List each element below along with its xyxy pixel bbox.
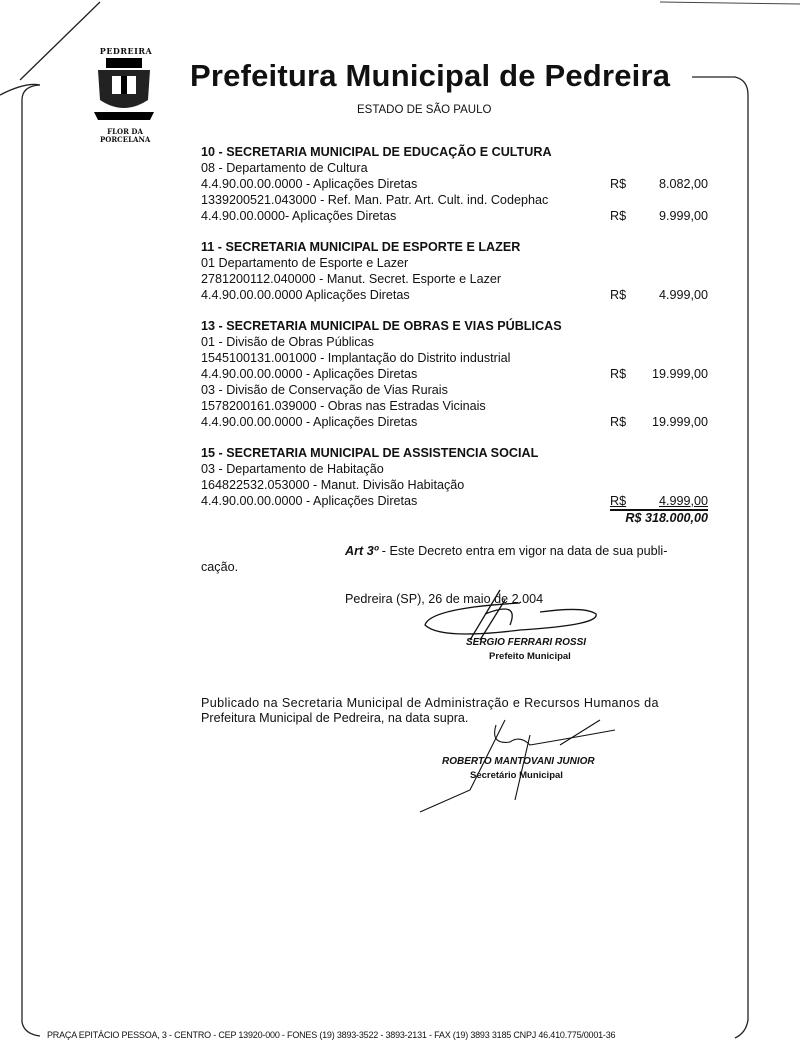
section-heading: 15 - SECRETARIA MUNICIPAL DE ASSISTENCIA SOCIAL: [201, 445, 539, 460]
article-text: - Este Decreto entra em vigor na data de sua publi-: [378, 544, 668, 558]
section-heading: 10 - SECRETARIA MUNICIPAL DE EDUCAÇÃO E CULTURA: [201, 145, 552, 159]
section-heading: 13 - SECRETARIA MUNICIPAL DE OBRAS E VIAS PÚBLICAS: [201, 319, 562, 334]
budget-line: 1578200161.039000 - Obras nas Estradas Vicinais: [201, 398, 486, 413]
budget-line: 4.4.90.00.00.0000 - Aplicações Diretas: [201, 414, 418, 429]
budget-line: 03 - Divisão de Conservação de Vias Rurais: [201, 382, 448, 397]
amount-value: 8.082,00: [658, 176, 708, 191]
crest-motto: FLOR DA PORCELANA: [100, 127, 151, 144]
amount-value: 4.999,00: [658, 287, 708, 302]
budget-line: 4.4.90.00.00.0000 Aplicações Diretas: [201, 287, 410, 302]
crest-name: PEDREIRA: [99, 46, 153, 56]
article-3: [345, 544, 667, 558]
currency-label: R$: [610, 366, 627, 381]
budget-total: R$ 318.000,00: [610, 509, 708, 525]
signatory-name: SERGIO FERRARI ROSSI: [466, 637, 587, 648]
budget-line: 08 - Departamento de Cultura: [201, 160, 368, 175]
budget-line: 4.4.90.00.00.0000 - Aplicações Diretas: [201, 493, 418, 508]
secretary-name: ROBERTO MANTOVANI JUNIOR: [442, 756, 595, 767]
budget-line: 03 - Departamento de Habitação: [201, 461, 384, 476]
amount-value: 9.999,00: [658, 208, 708, 223]
currency-label: R$: [610, 208, 627, 223]
budget-line: 01 Departamento de Esporte e Lazer: [201, 255, 409, 270]
publication-line2: Prefeitura Municipal de Pedreira, na data supra.: [201, 711, 469, 725]
amount-value: 19.999,00: [651, 366, 708, 381]
amount-value: 19.999,00: [651, 414, 708, 429]
budget-line: 4.4.90.00.0000- Aplicações Diretas: [201, 208, 397, 223]
budget-line: 164822532.053000 - Manut. Divisão Habitação: [201, 477, 465, 492]
article-text-cont: cação.: [201, 560, 239, 574]
municipal-crest: [92, 56, 156, 128]
publication-line1: Publicado na Secretaria Municipal de Administração e Recursos Humanos da: [201, 696, 659, 710]
signatory-role: Prefeito Municipal: [489, 651, 571, 662]
secretary-role: Secretário Municipal: [470, 770, 563, 781]
budget-line: 01 - Divisão de Obras Públicas: [201, 335, 374, 349]
budget-line: 2781200112.040000 - Manut. Secret. Esporte e Lazer: [201, 271, 502, 286]
article-label: Art 3º: [345, 544, 379, 558]
budget-line: 1545100131.001000 - Implantação do Distrito industrial: [201, 350, 511, 365]
currency-label: R$: [610, 176, 627, 191]
state-subtitle: ESTADO DE SÃO PAULO: [357, 104, 492, 116]
footer-address: PRAÇA EPITÁCIO PESSOA, 3 - CENTRO - CEP 13920-000 - FONES (19) 3893-3522 - 3893-2131 - FAX (19) 3893 3185 CNPJ 46.410.775/0001-36: [47, 1030, 616, 1040]
page-title: Prefeitura Municipal de Pedreira: [190, 58, 671, 93]
currency-label: R$: [610, 414, 627, 429]
amount-value: 4.999,00: [658, 493, 708, 508]
currency-label: R$: [610, 287, 627, 302]
budget-line: 4.4.90.00.00.0000 - Aplicações Diretas: [201, 176, 418, 191]
budget-line: 1339200521.043000 - Ref. Man. Patr. Art. Cult. ind. Codephac: [201, 192, 549, 207]
section-heading: 11 - SECRETARIA MUNICIPAL DE ESPORTE E LAZER: [201, 240, 521, 254]
date-line: Pedreira (SP), 26 de maio de 2.004: [345, 592, 544, 606]
currency-label: R$: [610, 493, 627, 508]
budget-line: 4.4.90.00.00.0000 - Aplicações Diretas: [201, 366, 418, 381]
